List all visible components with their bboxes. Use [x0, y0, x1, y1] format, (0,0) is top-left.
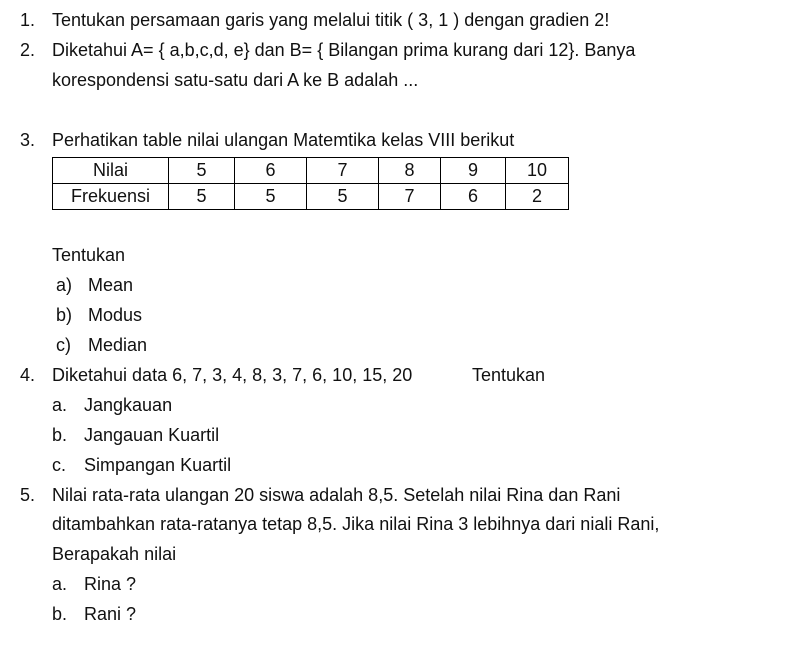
table-row-nilai — [53, 158, 569, 184]
q2-line1: Diketahui A= { a,b,c,d, e} dan B= { Bilangan prima kurang dari 12}. Banya — [52, 40, 636, 60]
list-item: Modus — [88, 305, 143, 325]
table-cell: 6 — [235, 158, 307, 184]
q2-line2: korespondensi satu-satu dari A ke B adalah ... — [52, 70, 419, 90]
table-cell: 5 — [235, 184, 307, 210]
q1-text: Tentukan persamaan garis yang melalui titik ( 3, 1 ) dengan gradien 2! — [52, 10, 610, 30]
list-item: Simpangan Kuartil — [84, 455, 232, 475]
q5-line2: ditambahkan rata-ratanya tetap 8,5. Jika nilai Rina 3 lebihnya dari niali Rani, — [52, 514, 660, 534]
q1-number: 1. — [20, 10, 36, 30]
list-item: Jangkauan — [84, 395, 173, 415]
q3-text: Perhatikan table nilai ulangan Matemtika kelas VIII berikut — [52, 130, 515, 150]
q2-number: 2. — [20, 40, 36, 60]
table-cell: 2 — [506, 184, 569, 210]
table-header-cell: Nilai — [53, 158, 169, 184]
list-marker: b) — [56, 305, 73, 325]
list-marker: b. — [52, 604, 68, 624]
table-cell: 7 — [307, 158, 379, 184]
table-cell: 6 — [441, 184, 506, 210]
table-cell: 5 — [307, 184, 379, 210]
list-item: Jangauan Kuartil — [84, 425, 220, 445]
list-marker: b. — [52, 425, 68, 445]
grades-table — [52, 157, 569, 210]
list-marker: c. — [52, 455, 67, 475]
table-cell: 5 — [169, 184, 235, 210]
list-item: Rina ? — [84, 574, 137, 594]
table-cell: 10 — [506, 158, 569, 184]
table-cell: 9 — [441, 158, 506, 184]
q4-prompt: Tentukan — [472, 365, 546, 385]
list-marker: a. — [52, 574, 68, 594]
q5-number: 5. — [20, 485, 36, 505]
q5-line3: Berapakah nilai — [52, 544, 177, 564]
table-cell: 5 — [169, 158, 235, 184]
list-marker: c) — [56, 335, 71, 355]
q3-prompt: Tentukan — [52, 245, 126, 265]
list-item: Median — [88, 335, 148, 355]
table-row-frekuensi — [53, 184, 569, 210]
q5-line1: Nilai rata-rata ulangan 20 siswa adalah 8,5. Setelah nilai Rina dan Rani — [52, 485, 621, 505]
list-item: Rani ? — [84, 604, 137, 624]
q3-number: 3. — [20, 130, 36, 150]
list-item: Mean — [88, 275, 134, 295]
q4-text: Diketahui data 6, 7, 3, 4, 8, 3, 7, 6, 10, 15, 20 — [52, 365, 413, 385]
list-marker: a) — [56, 275, 73, 295]
list-marker: a. — [52, 395, 68, 415]
table-cell: 8 — [379, 158, 441, 184]
table-cell: 7 — [379, 184, 441, 210]
q4-number: 4. — [20, 365, 36, 385]
table-header-cell: Frekuensi — [53, 184, 169, 210]
